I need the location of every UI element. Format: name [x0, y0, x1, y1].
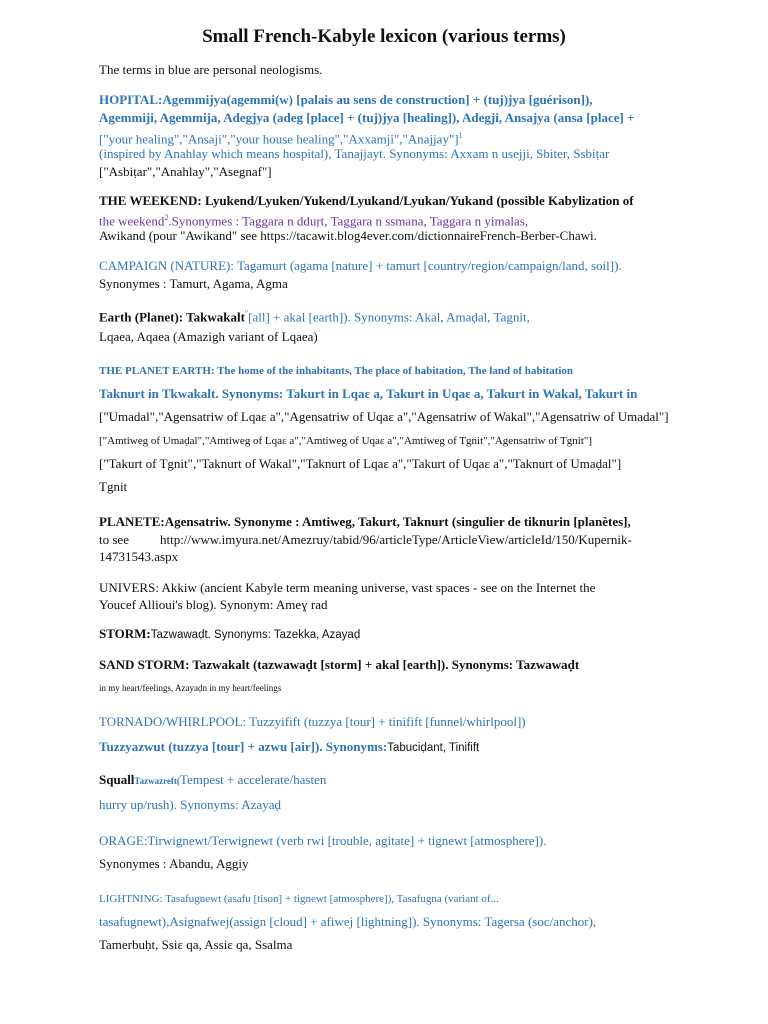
planet-earth-line-4: ["Amtiweg of Umaḍal","Amtiweg of Lqaɛ a","Amtiweg of Uqaɛ a","Amtiweg of Tgnit","Agensatriw of Tgnit"] — [99, 435, 593, 447]
planet-earth-line-3: ["Umadal","Agensatriw of Lqaɛ a","Agensatriw of Uqaɛ a","Agensatriw of Wakal","Agensatriw of Umadal"] — [99, 409, 669, 424]
orage-line-2: Synonymes : Abandu, Aggiy — [99, 856, 249, 871]
squall-line-1 — [99, 772, 326, 789]
weekend-line-2-text: the weekend — [99, 213, 165, 229]
planete-line-3: 14731543.aspx — [99, 549, 179, 564]
entry-storm — [99, 626, 360, 643]
planet-earth-line-5: ["Takurt of Tgnit","Taknurt of Wakal","Taknurt of Lqaɛ a","Takurt of Uqaɛ a","Taknurt of Umaḍal"] — [99, 456, 622, 471]
univers-line-2: Youcef Allioui's blog). Synonym: Ameɣ rad — [99, 597, 328, 612]
lightning-line-1: LIGHTNING: Tasafugnewt (asafu [tison] + tignewt [atmosphere]), Tasafugna (variant of... — [99, 893, 499, 905]
hopital-line-3-text: ["your healing","Ansaji","your house healing","Axxamji","Anajjay"] — [99, 131, 459, 147]
earth-definition: [all] + akal [earth]). Synonyms: Akal, Amaḍal, Tagnit, — [248, 309, 530, 325]
tornado-line-1: TORNADO/WHIRLPOOL: Tuzzyifift (tuzzya [tour] + tinifift [funnel/whirlpool]) — [99, 714, 526, 729]
squall-headword: Squall — [99, 772, 135, 787]
planete-line-1: PLANETE:Agensatriw. Synonyme : Amtiweg, Takurt, Taknurt (singulier de tiknurin [planètes], — [99, 514, 631, 529]
storm-definition: Tazwawaḍt. Synonyms: Tazekka, Azayaḍ — [150, 629, 361, 641]
planet-earth-line-1: THE PLANET EARTH: The home of the inhabitants, The place of habitation, The land of habitation — [99, 365, 574, 377]
hopital-line-4: (inspired by Anahlay which means hospital), Tanajjayt. Synonyms: Axxam n usejji, Sbiter, Ssbiṭar — [99, 146, 610, 161]
hopital-line-1: HOPITAL:Agemmijya(agemmi(w) [palais au sens de construction] + (tuj)jya [guérison]), — [99, 92, 593, 107]
weekend-line-1: THE WEEKEND: Lyukend/Lyuken/Yukend/Lyukand/Lyukan/Yukand (possible Kabylization of — [99, 193, 634, 208]
sand-storm-line-2: in my heart/feelings, Azayaḍn in my heart/feelings — [99, 683, 282, 693]
planet-earth-line-6: Tgnit — [99, 479, 128, 494]
lightning-line-2: tasafugnewt),Asignafwej(assign [cloud] + afiwej [lightning]). Synonyms: Tagersa (soc/anchor), — [99, 914, 597, 929]
sand-storm-line-1: SAND STORM: Tazwakalt (tazwawaḍt [storm] + akal [earth]). Synonyms: Tazwawaḍt — [99, 657, 580, 672]
tornado-line-2-bold: Tuzzyazwut (tuzzya [tour] + azwu [air]). Synonyms: — [99, 739, 388, 754]
squall-line-2: hurry up/rush). Synonyms: Azayaḍ — [99, 797, 281, 812]
univers-line-1: UNIVERS: Akkiw (ancient Kabyle term meaning universe, vast spaces - see on the Internet the — [99, 580, 596, 595]
planete-link[interactable]: http://www.imyura.net/Amezruy/tabid/96/articleType/ArticleView/articleId/150/Kupernik- — [159, 532, 632, 547]
hopital-line-3 — [99, 128, 463, 147]
weekend-line-2-rest: .Synonymes : Taggara n dduṛt, Taggara n ssmana, Taggara n yimalas, — [168, 213, 529, 229]
earth-headword: Earth (Planet): Takwakalt — [99, 309, 245, 325]
tornado-line-2 — [99, 739, 479, 756]
weekend-line-3: Awikand (pour "Awikand" see https://tacawit.blog4ever.com/dictionnaireFrench-Berber-Chawi. — [99, 228, 597, 243]
intro-text: The terms in blue are personal neologisms. — [99, 62, 323, 77]
planete-see-label: to see — [99, 532, 129, 547]
hopital-line-5: ["Asbiṭar","Anahlay","Asegnaf"] — [99, 164, 272, 179]
footnote-marker-2: 2 — [164, 213, 169, 222]
orage-line-1: ORAGE:Tirwignewt/Terwignewt (verb rwi [trouble, agitate] + tignewt [atmosphere]). — [99, 833, 547, 848]
page-title: Small French-Kabyle lexicon (various terms) — [202, 26, 566, 47]
hopital-line-2: Agemmiji, Agemmija, Adegjya (adeg [place] + (tuj)jya [healing]), Adegji, Ansajya (ansa [place] + — [99, 110, 635, 125]
footnote-marker-1: 1 — [458, 131, 463, 140]
storm-headword: STORM: — [99, 626, 151, 641]
earth-mark: " — [244, 309, 249, 318]
planete-line-2 — [99, 532, 632, 548]
tornado-line-2-rest: Tabuciḍant, Tinifift — [387, 742, 480, 754]
weekend-line-2 — [99, 210, 528, 229]
campaign-line-1: CAMPAIGN (NATURE): Tagamurt (agama [nature] + tamurt [country/region/campaign/land, soil]). — [99, 258, 622, 273]
lightning-line-3: Tamerbuḥt, Ssiɛ qa, Assiɛ qa, Ssalma — [99, 937, 293, 952]
squall-term: Tazwazreft( — [134, 776, 180, 786]
planet-earth-line-2: Taknurt in Tkwakalt. Synonyms: Takurt in Lqaɛ a, Takurt in Uqaɛ a, Takurt in Wakal, Takurt in — [99, 386, 638, 401]
campaign-line-2: Synonymes : Tamurt, Agama, Agma — [99, 276, 288, 291]
earth-line-2: Lqaea, Aqaea (Amazigh variant of Lqaea) — [99, 329, 318, 344]
earth-line-1 — [99, 306, 530, 325]
squall-definition: Tempest + accelerate/hasten — [179, 772, 327, 787]
